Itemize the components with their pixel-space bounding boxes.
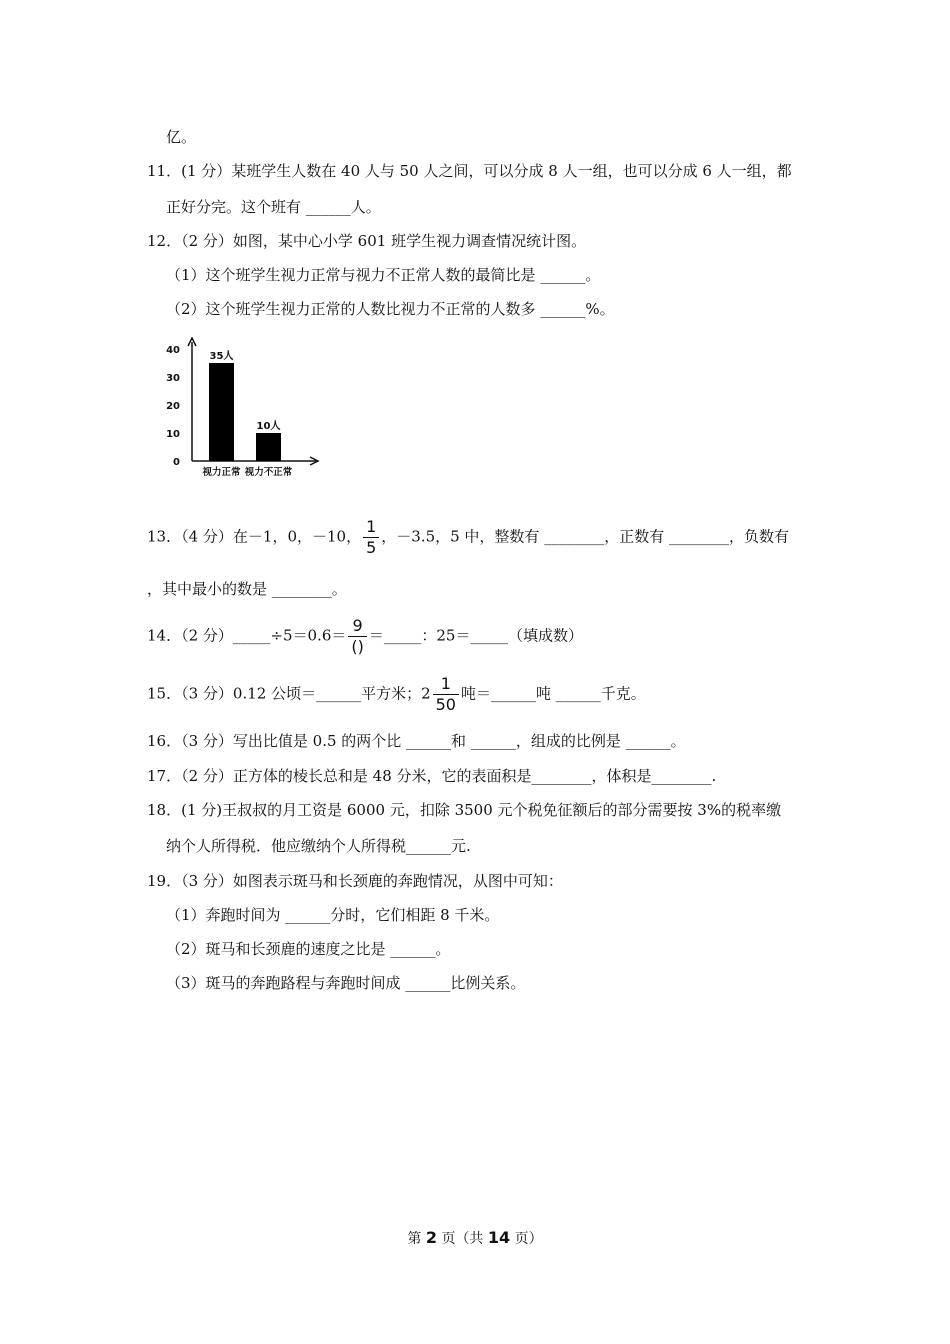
- bar-0: [209, 363, 234, 461]
- footer-pre: 第: [407, 1231, 422, 1247]
- q11-line1: 11．(1 分）某班学生人数在 40 人与 50 人之间，可以分成 8 人一组，也可以分成 6 人一组，都: [147, 162, 792, 180]
- q15-text-pre: 15．（3 分）0.12 公顷＝______平方米；2: [147, 684, 431, 703]
- fraction-nine-over-blank: [348, 617, 366, 656]
- q18-line1: 18．(1 分)王叔叔的月工资是 6000 元，扣除 3500 元个税免征额后的部分需要按 3%的税率缴: [147, 801, 782, 819]
- q18-line2: 纳个人所得税．他应缴纳个人所得税______元.: [166, 837, 471, 855]
- category-label: 视力不正常: [244, 467, 293, 478]
- fraction-numerator: 1: [366, 517, 377, 536]
- footer-mid: 页（共: [441, 1231, 484, 1247]
- q19-line: 19．（3 分）如图表示斑马和长颈鹿的奔跑情况，从图中可知：: [147, 872, 563, 890]
- bar-data-label: 35人: [209, 351, 234, 362]
- fraction-one-fifth: [363, 518, 379, 557]
- q19-sub2: （2）斑马和长颈鹿的速度之比是 ______。: [166, 940, 451, 958]
- q13-text-post: ，－3.5，5 中，整数有 ________，正数有 ________，负数有: [381, 527, 789, 546]
- vision-bar-chart: [150, 328, 330, 488]
- q11-line2: 正好分完。这个班有 ______人。: [166, 198, 381, 216]
- y-tick-label: 0: [173, 457, 180, 468]
- footer-page-number: 2: [425, 1228, 437, 1247]
- q17-line: 17．（2 分）正方体的棱长总和是 48 分米，它的表面积是________，体积是________.: [147, 767, 717, 785]
- footer-post: 页）: [514, 1231, 543, 1247]
- q13-text-pre: 13．（4 分）在－1，0，－10，: [147, 527, 362, 546]
- q10-tail: 亿。: [166, 128, 197, 146]
- q19-sub1: （1）奔跑时间为 ______分时，它们相距 8 千米。: [166, 906, 500, 924]
- fraction-numerator: 1: [440, 674, 451, 693]
- q12-line: 12．（2 分）如图，某中心小学 601 班学生视力调查情况统计图。: [147, 232, 587, 250]
- fraction-one-fiftieth: [433, 675, 459, 714]
- footer-total-pages: 14: [487, 1228, 511, 1247]
- y-tick-label: 10: [166, 429, 180, 440]
- fraction-denominator: 5: [366, 538, 377, 557]
- q12-sub2: （2）这个班学生视力正常的人数比视力不正常的人数多 ______%。: [166, 300, 615, 318]
- q13-line2: ，其中最小的数是 ________。: [147, 580, 347, 598]
- q14-line: [147, 617, 583, 656]
- q16-line: 16．（3 分）写出比值是 0.5 的两个比 ______和 ______，组成的比例是 ______。: [147, 732, 686, 750]
- q13-line1: [147, 518, 789, 557]
- q15-line: [147, 675, 646, 714]
- y-tick-label: 20: [166, 401, 180, 412]
- y-tick-label: 40: [166, 345, 180, 356]
- page-footer: [0, 1228, 950, 1248]
- bar-data-label: 10人: [256, 421, 281, 432]
- q14-text-pre: 14．（2 分）_____÷5＝0.6＝: [147, 626, 347, 645]
- bar-1: [256, 433, 281, 461]
- q12-sub1: （1）这个班学生视力正常与视力不正常人数的最简比是 ______。: [166, 266, 601, 284]
- fraction-denominator: (): [351, 637, 364, 656]
- fraction-numerator: 9: [352, 616, 363, 635]
- q15-text-post: 吨＝______吨 ______千克。: [460, 684, 646, 703]
- category-label: 视力正常: [202, 467, 241, 478]
- q19-sub3: （3）斑马的奔跑路程与奔跑时间成 ______比例关系。: [166, 974, 526, 992]
- y-tick-label: 30: [166, 373, 180, 384]
- q14-text-post: ＝_____：25＝_____（填成数）: [368, 626, 583, 645]
- fraction-denominator: 50: [435, 695, 456, 714]
